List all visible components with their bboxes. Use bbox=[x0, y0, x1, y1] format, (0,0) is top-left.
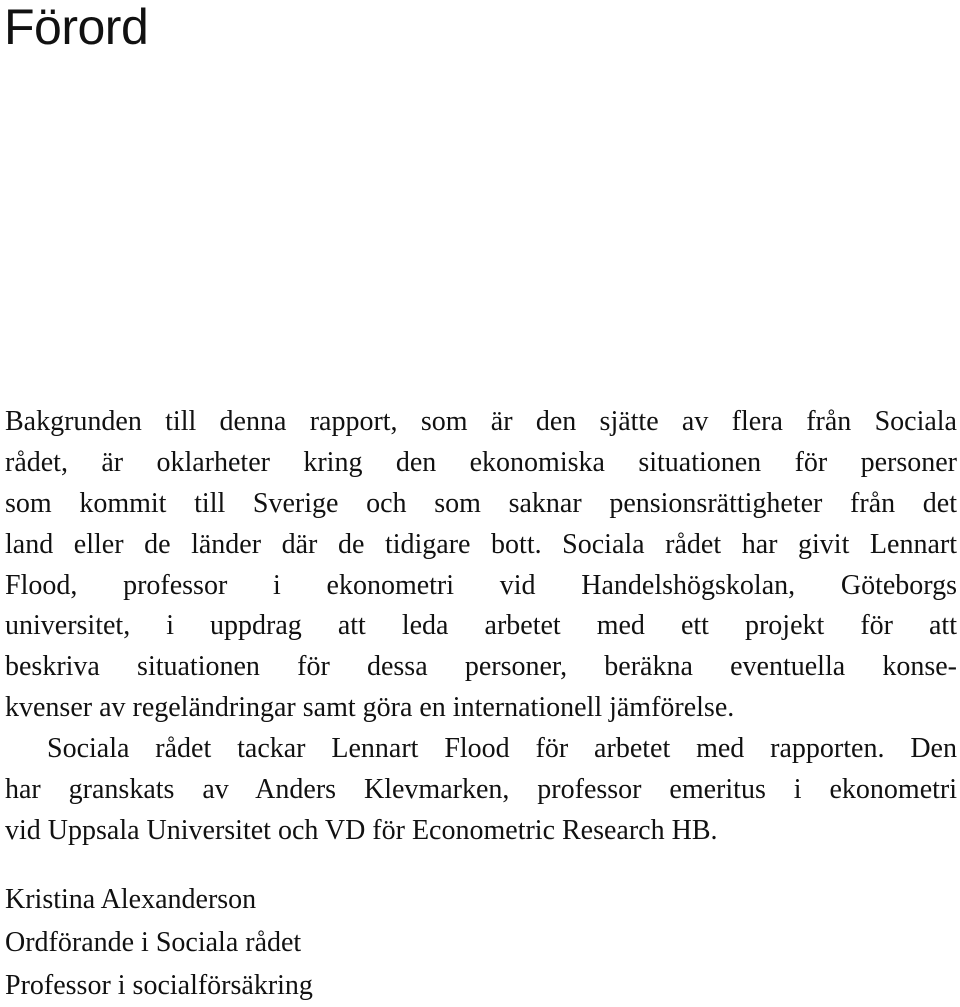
text-line: vid Uppsala Universitet och VD för Econometric Research HB. bbox=[5, 814, 718, 846]
page-title: Förord bbox=[4, 0, 149, 55]
text-line: Flood, professor i ekonometri vid Handelshögskolan, Göteborgs bbox=[5, 569, 957, 601]
text-line: har granskats av Anders Klevmarken, professor emeritus i ekonometri bbox=[5, 774, 957, 806]
signature-name: Kristina Alexanderson bbox=[5, 884, 257, 915]
text-line: Bakgrunden till denna rapport, som är den sjätte av flera från Sociala bbox=[5, 406, 957, 437]
foreword-paragraph bbox=[5, 402, 957, 852]
text-line: land eller de länder där de tidigare bott. Sociala rådet har givit Lennart bbox=[5, 528, 957, 560]
text-line: universitet, i uppdrag att leda arbetet med ett projekt för att bbox=[5, 610, 957, 642]
text-line: som kommit till Sverige och som saknar pensionsrättigheter från det bbox=[5, 487, 957, 519]
text-line: kvenser av regeländringar samt göra en internationell jämförelse. bbox=[5, 692, 735, 724]
text-line: rådet, är oklarheter kring den ekonomiska situationen för personer bbox=[5, 446, 957, 478]
signature-block bbox=[5, 878, 313, 1007]
text-line: beskriva situationen för dessa personer, beräkna eventuella konse- bbox=[5, 651, 957, 683]
signature-role: Ordförande i Sociala rådet bbox=[5, 927, 302, 958]
signature-title: Professor i socialförsäkring bbox=[5, 970, 313, 1001]
text-line: Sociala rådet tackar Lennart Flood för arbetet med rapporten. Den bbox=[47, 733, 957, 765]
